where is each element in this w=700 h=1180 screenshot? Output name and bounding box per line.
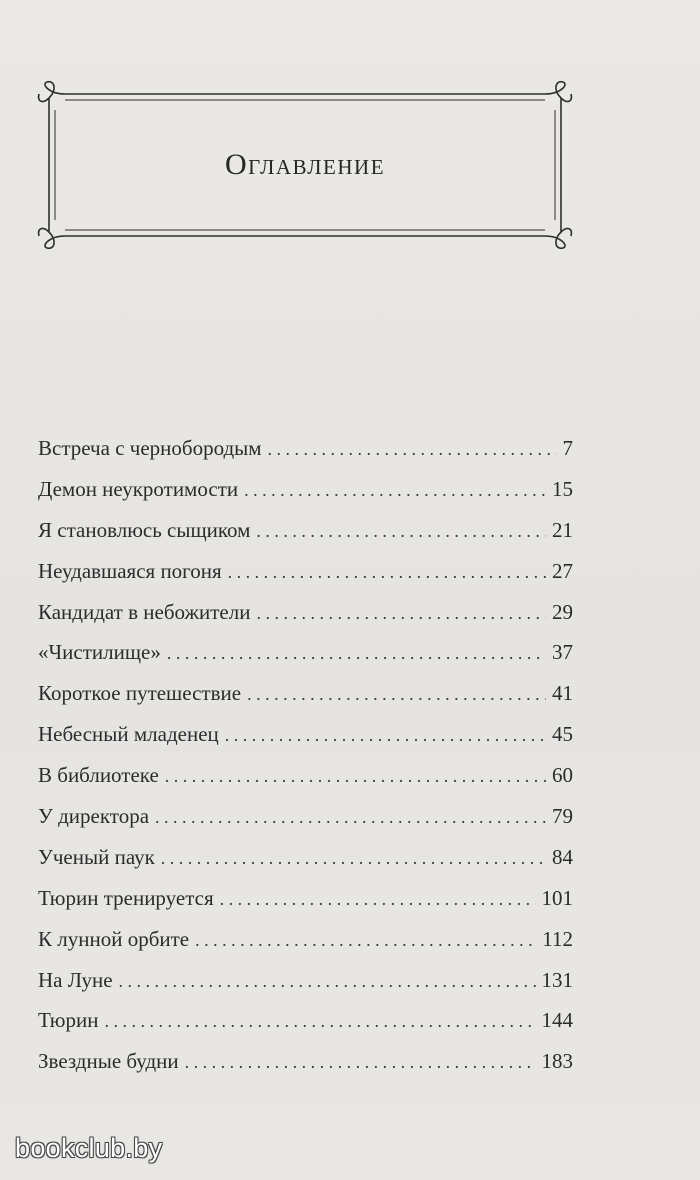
toc-entry[interactable] — [38, 1008, 573, 1049]
dot-leader — [155, 807, 546, 828]
toc-entry-title: Короткое путешествие — [38, 681, 242, 706]
toc-entry-title: К лунной орбите — [38, 926, 190, 951]
toc-entry-page: 15 — [552, 476, 573, 501]
toc-entry-title: Звездные будни — [38, 1049, 179, 1074]
toc-entry[interactable] — [38, 681, 573, 722]
dot-leader — [165, 766, 546, 787]
dot-leader — [119, 971, 536, 992]
toc-entry[interactable] — [38, 436, 573, 477]
toc-entry[interactable] — [38, 804, 573, 845]
toc-entry-title: Встреча с чернобородым — [38, 436, 262, 460]
toc-entry-page: 101 — [541, 885, 573, 910]
toc-entry-page: 21 — [552, 517, 573, 542]
toc-entry[interactable] — [38, 927, 573, 968]
toc-entry-page: 7 — [562, 436, 573, 460]
dot-leader — [225, 725, 546, 746]
dot-leader — [256, 521, 546, 542]
toc-entry-page: 183 — [541, 1049, 573, 1074]
toc-entry[interactable] — [38, 600, 573, 641]
toc-entry[interactable] — [38, 722, 573, 763]
dot-leader — [185, 1052, 536, 1073]
toc-entry[interactable] — [38, 559, 573, 600]
site-watermark: bookclub.by — [15, 1133, 163, 1163]
dot-leader — [161, 848, 546, 869]
toc-entry-title: На Луне — [38, 967, 113, 992]
toc-entry-title: Демон неукротимости — [38, 476, 239, 501]
toc-entry-page: 144 — [541, 1008, 573, 1033]
toc-entry-page: 29 — [552, 599, 573, 624]
dot-leader — [104, 1011, 535, 1032]
toc-entry[interactable] — [38, 845, 573, 886]
toc-entry-title: У директора — [38, 804, 150, 829]
toc-entry-page: 60 — [552, 763, 573, 788]
toc-entry[interactable] — [38, 968, 573, 1009]
toc-entry[interactable] — [38, 1049, 573, 1090]
toc-entry-title: В библиотеке — [38, 763, 159, 788]
toc-entry-title: Тюрин тренируется — [38, 885, 214, 910]
dot-leader — [268, 439, 557, 460]
dot-leader — [247, 684, 546, 705]
toc-entry-page: 112 — [542, 926, 573, 951]
dot-leader — [167, 643, 546, 664]
dot-leader — [228, 562, 546, 583]
dot-leader — [195, 930, 536, 951]
toc-entry[interactable] — [38, 886, 573, 927]
toc-entry-page: 41 — [552, 681, 573, 706]
toc-entry-page: 79 — [552, 804, 573, 829]
toc-entry-page: 131 — [541, 967, 573, 992]
toc-entry[interactable] — [38, 763, 573, 804]
page-title: Оглавление — [224, 148, 386, 181]
toc-entry-page: 37 — [552, 640, 573, 665]
dot-leader — [244, 480, 546, 501]
toc-entry-title: Небесный младенец — [38, 722, 219, 747]
title-frame — [35, 80, 575, 250]
toc-entry-title: Я становлюсь сыщиком — [38, 517, 251, 542]
toc-entry-page: 84 — [552, 844, 573, 869]
dot-leader — [220, 889, 536, 910]
table-of-contents — [38, 436, 573, 1090]
toc-entry-page: 27 — [552, 558, 573, 583]
toc-entry-title: Тюрин — [38, 1008, 99, 1033]
toc-entry[interactable] — [38, 640, 573, 681]
toc-entry[interactable] — [38, 518, 573, 559]
toc-entry-title: Ученый паук — [38, 844, 155, 869]
toc-entry-title: Кандидат в небожители — [38, 599, 251, 624]
dot-leader — [256, 603, 546, 624]
toc-entry-title: Неудавшаяся погоня — [38, 558, 222, 583]
toc-entry-page: 45 — [552, 722, 573, 747]
toc-entry-title: «Чистилище» — [38, 640, 161, 665]
toc-entry[interactable] — [38, 477, 573, 518]
